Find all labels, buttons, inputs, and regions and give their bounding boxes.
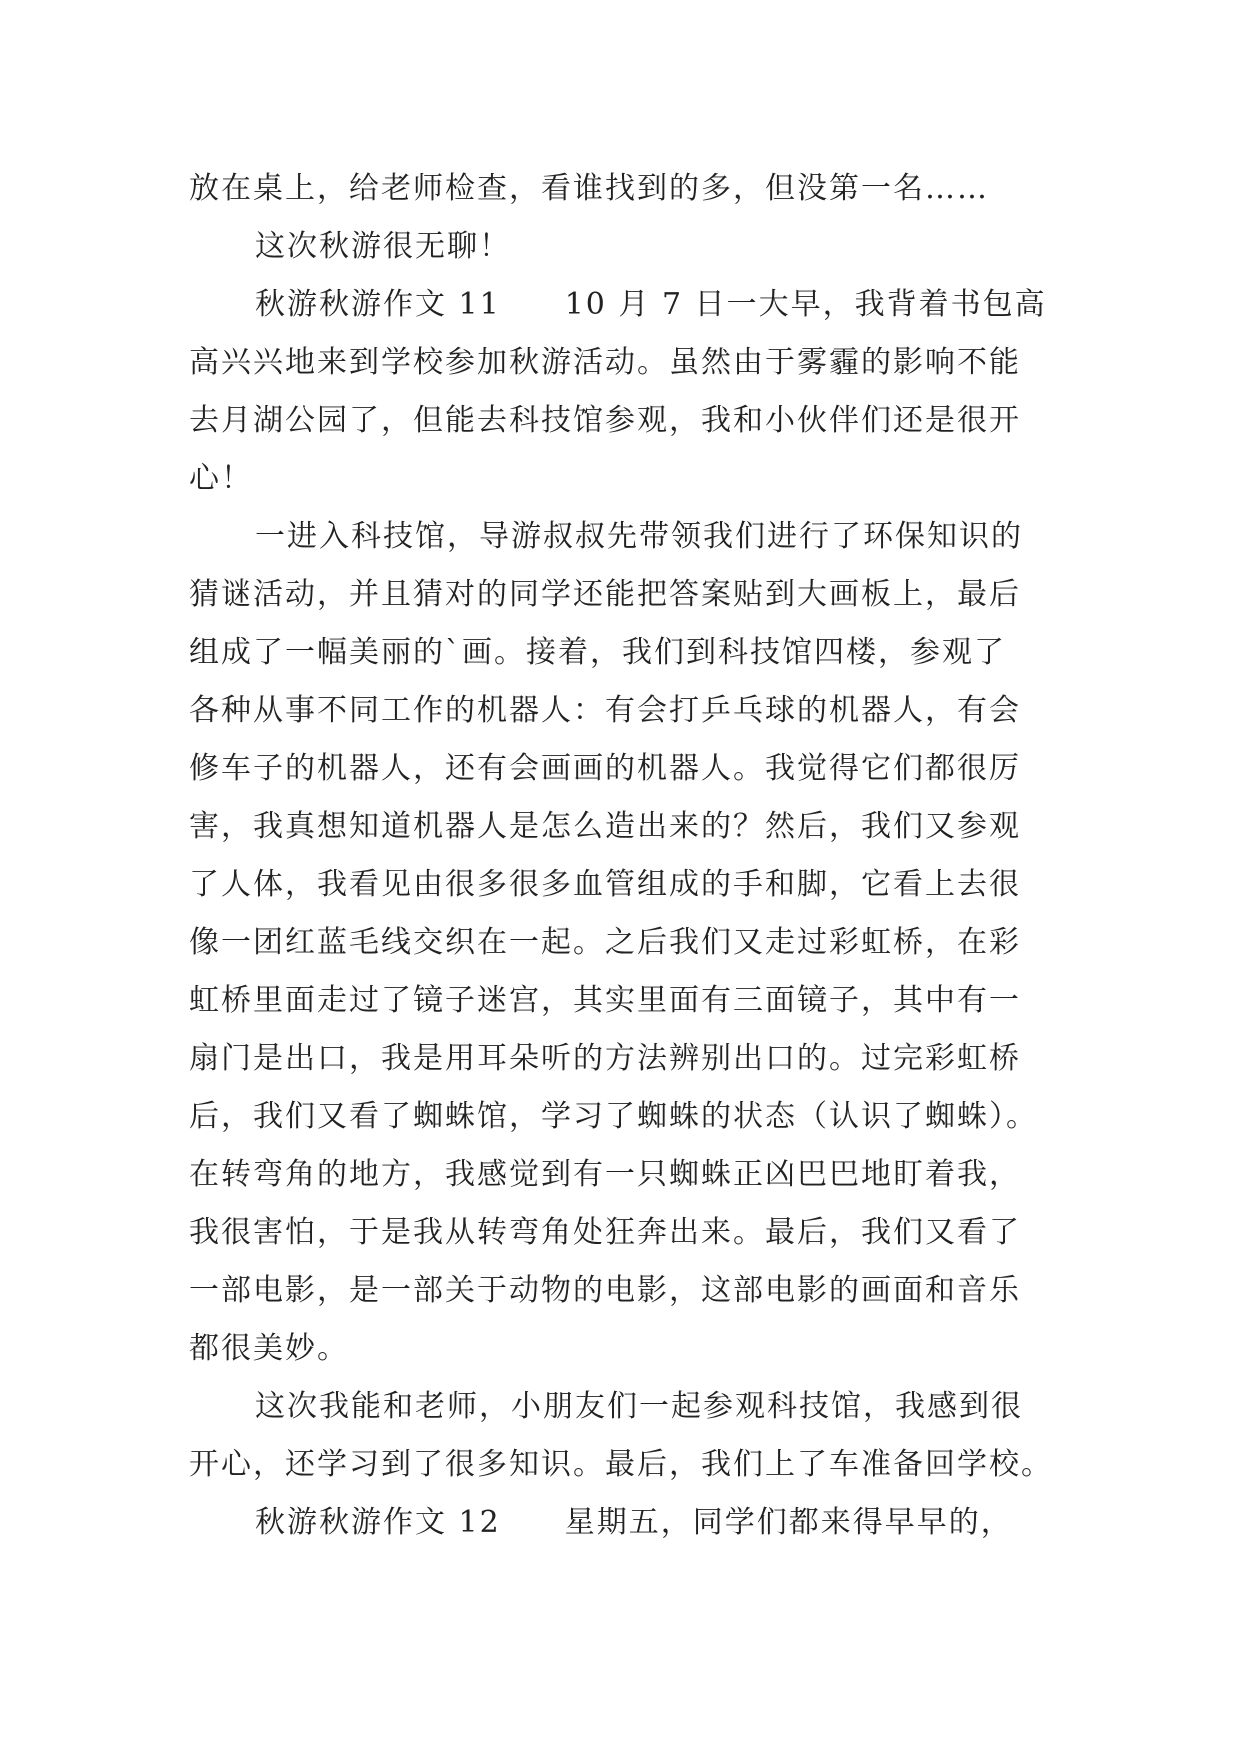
- text-line: 秋游秋游作文 11 10 月 7 日一大早，我背着书包高: [255, 287, 1047, 322]
- text-line: 了人体，我看见由很多很多血管组成的手和脚，它看上去很: [189, 867, 1021, 902]
- text-line: 高兴兴地来到学校参加秋游活动。虽然由于雾霾的影响不能: [189, 345, 1021, 380]
- text-line: 在转弯角的地方，我感觉到有一只蜘蛛正凶巴巴地盯着我，: [189, 1157, 1021, 1192]
- text-line: 各种从事不同工作的机器人：有会打乒乓球的机器人，有会: [189, 693, 1021, 728]
- text-line: 放在桌上，给老师检查，看谁找到的多，但没第一名……: [189, 171, 989, 206]
- text-line: 组成了一幅美丽的`画。接着，我们到科技馆四楼，参观了: [189, 635, 1006, 670]
- text-line: 一部电影，是一部关于动物的电影，这部电影的画面和音乐: [189, 1273, 1021, 1308]
- essay-text: [189, 160, 1069, 1552]
- text-line: 这次我能和老师，小朋友们一起参观科技馆，我感到很: [255, 1389, 1023, 1424]
- text-line: 扇门是出口，我是用耳朵听的方法辨别出口的。过完彩虹桥: [189, 1041, 1021, 1076]
- text-line: 心！: [189, 461, 253, 496]
- text-line: 后，我们又看了蜘蛛馆，学习了蜘蛛的状态（认识了蜘蛛）。: [189, 1099, 1038, 1134]
- text-line: 像一团红蓝毛线交织在一起。之后我们又走过彩虹桥，在彩: [189, 925, 1021, 960]
- text-line: 这次秋游很无聊！: [255, 229, 511, 264]
- text-line: 猜谜活动，并且猜对的同学还能把答案贴到大画板上，最后: [189, 577, 1021, 612]
- text-line: 虹桥里面走过了镜子迷宫，其实里面有三面镜子，其中有一: [189, 983, 1021, 1018]
- text-line: 我很害怕，于是我从转弯角处狂奔出来。最后，我们又看了: [189, 1215, 1021, 1250]
- text-line: 修车子的机器人，还有会画画的机器人。我觉得它们都很厉: [189, 751, 1021, 786]
- text-line: 去月湖公园了，但能去科技馆参观，我和小伙伴们还是很开: [189, 403, 1021, 438]
- text-line: 开心，还学习到了很多知识。最后，我们上了车准备回学校。: [189, 1447, 1053, 1482]
- text-line: 一进入科技馆，导游叔叔先带领我们进行了环保知识的: [255, 519, 1023, 554]
- text-line: 秋游秋游作文 12 星期五，同学们都来得早早的，: [255, 1505, 1013, 1540]
- text-line: 害，我真想知道机器人是怎么造出来的？然后，我们又参观: [189, 809, 1021, 844]
- text-line: 都很美妙。: [189, 1331, 349, 1366]
